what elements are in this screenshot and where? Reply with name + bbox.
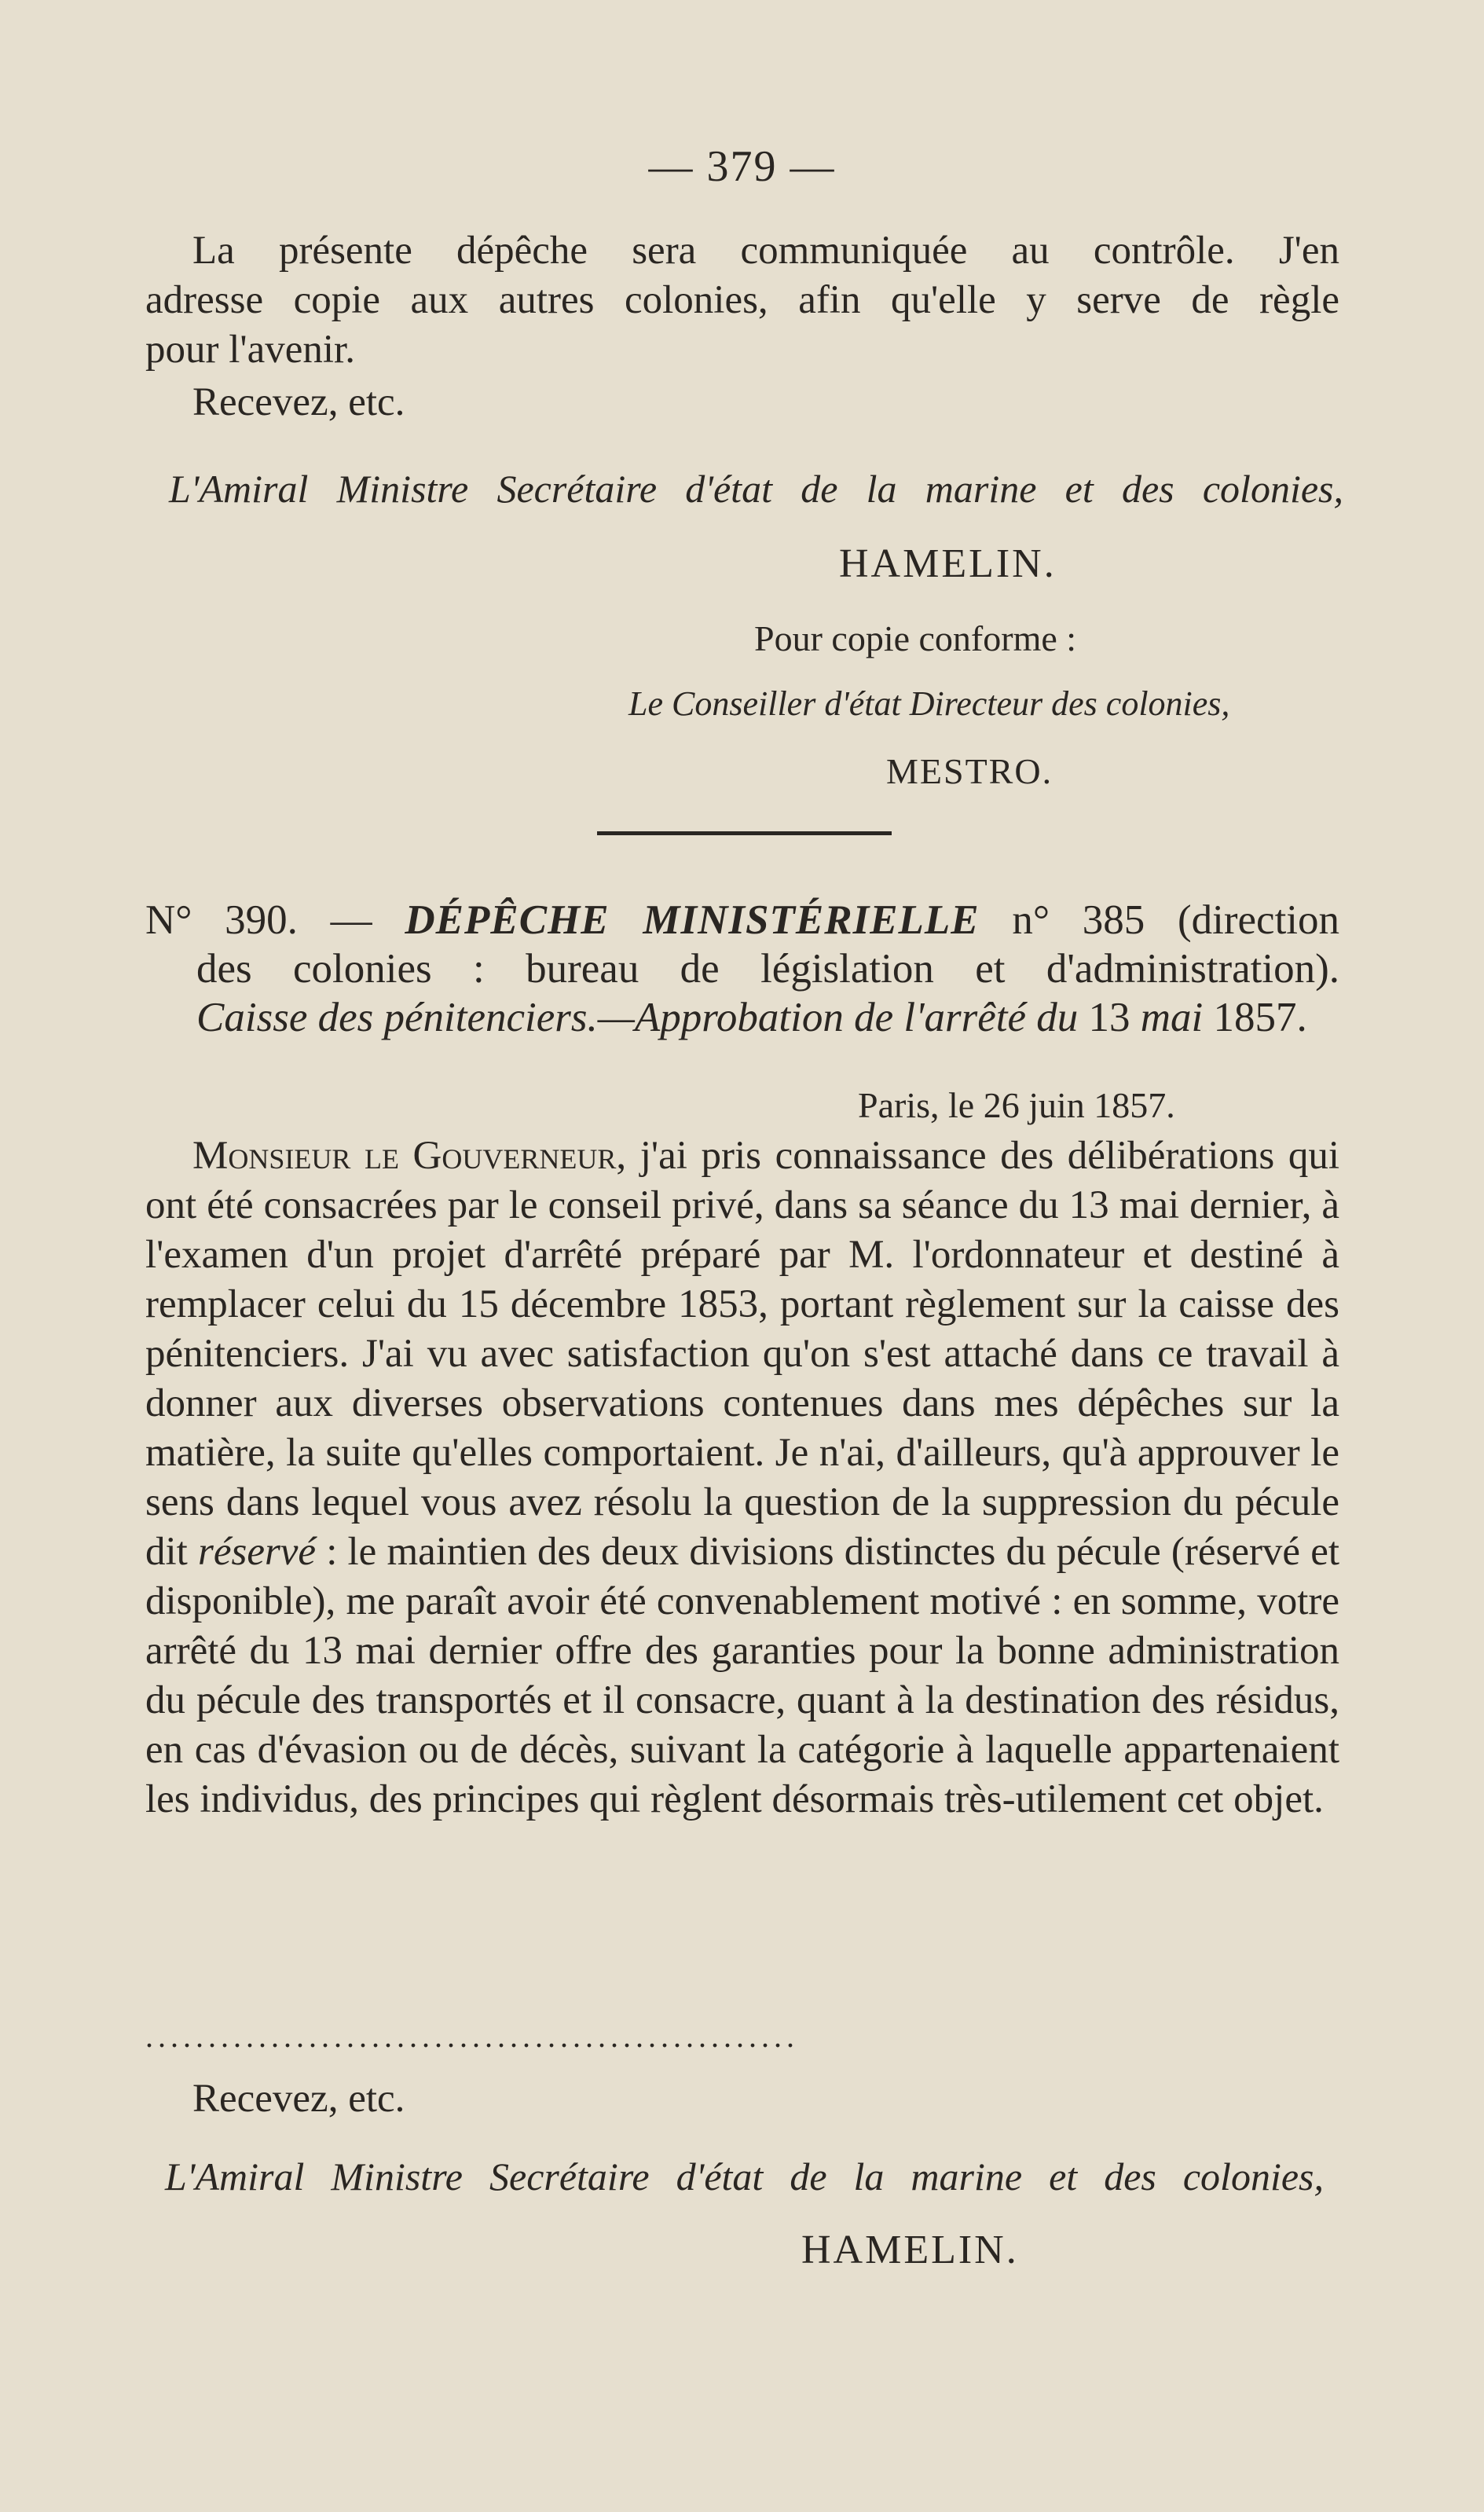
dispatch-ref: n° 385 (direction (1012, 897, 1340, 943)
certification-name: MESTRO. (886, 751, 1053, 791)
separator-rule (597, 831, 892, 835)
signature-2-title: L'Amiral Ministre Secrétaire d'état de la marine et des colonies, (165, 2154, 1324, 2198)
ellipsis-line: .................................................... (145, 2019, 799, 2054)
page-number: — 379 — (648, 142, 836, 191)
intro-closing: Recevez, etc. (192, 380, 405, 424)
dispatch-number: N° 390. — (145, 897, 372, 943)
dispatch-subject-year: 1857. (1213, 995, 1307, 1040)
certification-title: Le Conseiller d'état Directeur des colonies, (628, 684, 1230, 723)
salutation: Monsieur le Gouverneur (192, 1134, 617, 1178)
dispatch-body (145, 1131, 1339, 1824)
dispatch-heading-line-1 (145, 896, 1339, 944)
place-date: Paris, le 26 juin 1857. (858, 1085, 1175, 1125)
dispatch-subject (145, 993, 1339, 1042)
signature-2-name: HAMELIN. (801, 2228, 1019, 2272)
dispatch-heading-line-2: des colonies : bureau de législation et d'administration). (196, 946, 1339, 992)
body-text-2: : le maintien des deux divisions distinctes du pécule (réservé et disponible), me paraît avoir été convenablement motivé : en somme, votre arrêté du 13 mai dernier offre des garanties pour la bonne administration du pécule des transportés et il consacre, quant à la destination des résidus, en cas d'évasion ou de décès, suivant la catégorie à laquelle appartenaient les individus, des principes qui règlent désormais très-utilement cet objet. (145, 1530, 1340, 1821)
closing-2: Recevez, etc. (192, 2077, 405, 2121)
dispatch-title: DÉPÊCHE MINISTÉRIELLE (405, 897, 980, 943)
dispatch-subject-day: 13 (1088, 995, 1130, 1040)
intro-line-2: adresse copie aux autres colonies, afin qu'elle y serve de règle (145, 278, 1339, 322)
body-paragraph (145, 1131, 1339, 1824)
signature-1-title: L'Amiral Ministre Secrétaire d'état de la marine et des colonies, (169, 467, 1343, 511)
intro-line-1: La présente dépêche sera communiquée au contrôle. J'en (192, 229, 1339, 273)
dispatch-subject-month: mai (1140, 995, 1204, 1040)
certification-label: Pour copie conforme : (754, 618, 1077, 658)
body-text-1: , j'ai pris connaissance des délibérations qui ont été consacrées par le conseil privé, dans sa séance du 13 mai dernier, à l'examen d'un projet d'arrêté préparé par M. l'ordonnateur et destiné à remplacer celui du 15 décembre 1853, portant règlement sur la caisse des pénitenciers. J'ai vu avec satisfaction qu'on s'est attaché dans ce travail à donner aux diverses observations contenues dans mes dépêches sur la matière, la suite qu'elles comportaient. Je n'ai, d'ailleurs, qu'à approuver le sens dans lequel vous avez résolu la question de la suppression du pécule dit (145, 1134, 1339, 1574)
body-text-italic: réservé (197, 1530, 317, 1574)
intro-paragraph (145, 226, 1339, 427)
intro-line-3: pour l'avenir. (145, 328, 355, 372)
dispatch-subject-text: Caisse des pénitenciers.—Approbation de l'arrêté du (196, 995, 1079, 1040)
signature-1-name: HAMELIN. (839, 541, 1057, 586)
dispatch-heading (145, 896, 1339, 1042)
